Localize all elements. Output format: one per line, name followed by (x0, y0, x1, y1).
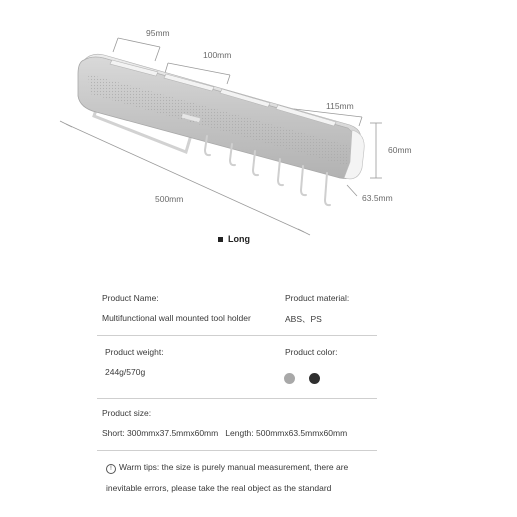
dim-slot-width: 100mm (203, 50, 232, 60)
dim-depth: 63.5mm (362, 193, 393, 203)
color-swatch-gray (284, 373, 295, 384)
product-material-label: Product material: (285, 293, 350, 303)
product-figure (0, 0, 517, 250)
product-weight-value: 244g/570g (105, 367, 146, 377)
product-name-value: Multifunctional wall mounted tool holder (102, 313, 251, 323)
dim-right-slot: 115mm (326, 101, 354, 111)
divider (97, 398, 377, 399)
divider (97, 450, 377, 451)
caption-text: Long (228, 234, 250, 244)
dim-total-length: 500mm (155, 194, 184, 204)
color-swatch-black (309, 373, 320, 384)
divider (97, 335, 377, 336)
tool-holder-illustration (0, 0, 517, 250)
square-bullet-icon (218, 237, 223, 242)
product-material-value: ABS、PS (285, 314, 322, 324)
product-size-label: Product size: (102, 408, 152, 418)
dim-height: 60mm (388, 145, 412, 155)
dim-top-width: 95mm (146, 28, 170, 38)
product-size-value: Short: 300mmx37.5mmx60mm Length: 500mmx63.5mmx60mm (102, 428, 348, 438)
warm-tip-line-2: inevitable errors, please take the real object as the standard (106, 483, 332, 493)
product-name-label: Product Name: (102, 293, 159, 303)
product-weight-label: Product weight: (105, 347, 164, 357)
caption-long (218, 234, 250, 244)
product-color-label: Product color: (285, 347, 338, 357)
info-circle-icon: ! (106, 464, 116, 474)
warm-tip-line-1 (106, 462, 348, 474)
warm-tip-text-1: Warm tips: the size is purely manual measurement, there are (119, 462, 349, 472)
